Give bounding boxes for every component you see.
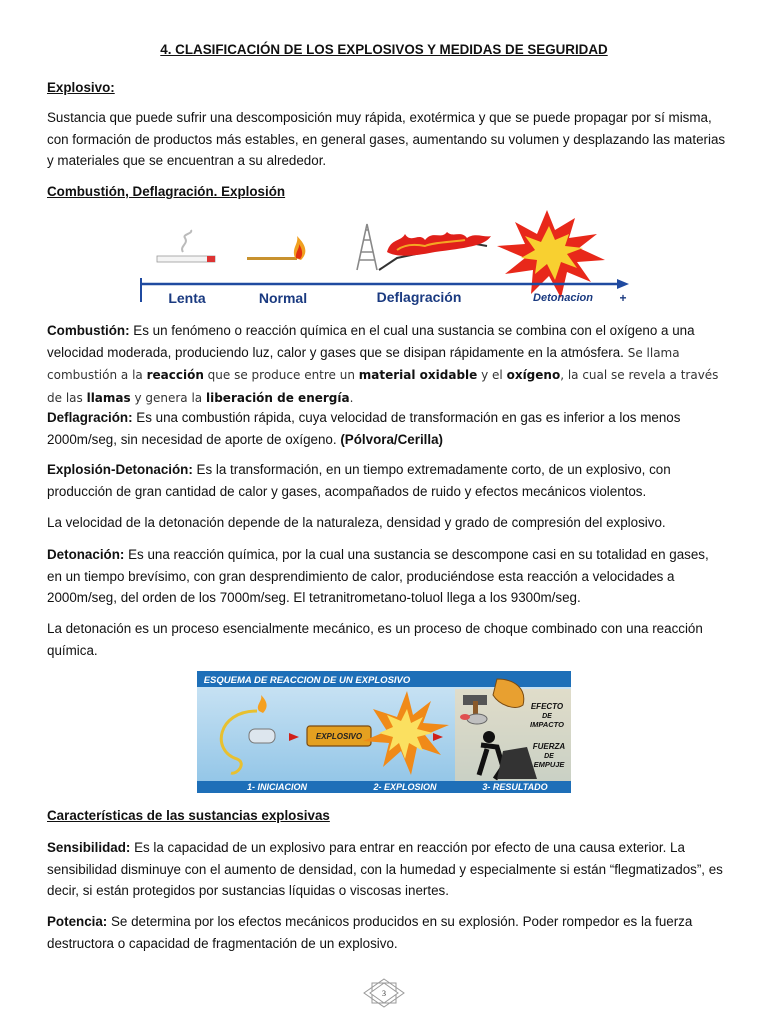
- step-iniciacion: 1- INICIACION: [246, 782, 308, 792]
- explosivo-label: EXPLOSIVO: [315, 732, 363, 741]
- scale-label-normal: Normal: [258, 290, 308, 306]
- match-icon: [247, 236, 305, 260]
- cigarette-icon: [157, 230, 215, 262]
- explosion-detonacion-term: Explosión-Detonación:: [47, 462, 193, 477]
- combustion-paragraph: [47, 320, 727, 409]
- efecto-label-2: DE: [542, 713, 552, 720]
- deflagracion-paragraph: [47, 407, 727, 450]
- velocidad-paragraph: La velocidad de la detonación depende de la naturaleza, densidad y grado de compresión del explosivo.: [47, 515, 666, 530]
- deflagracion-text: Es una combustión rápida, cuya velocidad de transformación en gas es inferior a los menos 2000m/seg, sin necesidad de aporte de oxígeno.: [47, 410, 681, 447]
- explosivo-paragraph: Sustancia que puede sufrir una descomposición muy rápida, exotérmica y que se puede propagar por sí misma, con formación de productos más estables, en general gases, aumentando su volumen y desplazando las materias y materiales que se encuentran a su alrededor.: [47, 110, 726, 168]
- page-number: 3: [382, 989, 386, 998]
- step-resultado: 3- RESULTADO: [482, 782, 548, 792]
- scale-label-deflagracion: Deflagración: [376, 289, 462, 305]
- deflagracion-term: Deflagración:: [47, 410, 133, 425]
- caracteristicas-heading-text: Características de las sustancias explosivas: [47, 808, 330, 823]
- potencia-paragraph: [47, 911, 727, 954]
- mecanico-paragraph: La detonación es un proceso esencialmente mecánico, es un proceso de choque combinado con una reacción química.: [47, 621, 703, 658]
- detonacion-term: Detonación:: [47, 547, 125, 562]
- scale-label-lenta: Lenta: [168, 290, 206, 306]
- caracteristicas-heading: [47, 805, 727, 827]
- scale-label-detonacion: Detonacion: [533, 292, 593, 304]
- arrow-head-icon: [617, 279, 629, 289]
- reaction-scheme-figure: [197, 671, 571, 793]
- potencia-term: Potencia:: [47, 914, 108, 929]
- explosive-stick-icon: [307, 726, 371, 746]
- page-title: 4. CLASIFICACIÓN DE LOS EXPLOSIVOS Y MEDIDAS DE SEGURIDAD: [160, 42, 608, 57]
- combustion-text: Es un fenómeno o reacción química en el cual una sustancia se combina con el oxígeno a una velocidad moderada, produciendo luz, calor y gases que se disipan rápidamente en la atmósfera.: [47, 323, 695, 360]
- scale-label-plus: +: [619, 291, 627, 305]
- combustion-scale-figure: [135, 208, 635, 308]
- efecto-label-3: IMPACTO: [530, 720, 564, 729]
- fuerza-label-1: FUERZA: [532, 742, 566, 751]
- combustion-term: Combustión:: [47, 323, 130, 338]
- page-number-ornament: [362, 978, 406, 1008]
- detonacion-paragraph: [47, 544, 727, 609]
- fuerza-label-3: EMPUJE: [533, 760, 565, 769]
- potencia-text: Se determina por los efectos mecánicos producidos en su explosión. Poder rompedor es la fuerza destructora o capacidad de fragmentación de un explosivo.: [47, 914, 693, 951]
- explosion-detonacion-text: Es la transformación, en un tiempo extremadamente corto, de un explosivo, con producción de gran cantidad de calor y gases, acompañados de ruido y efectos mecánicos violentos.: [47, 462, 671, 499]
- step-explosion: 2- EXPLOSION: [373, 782, 437, 792]
- combustion-definition: Se llama combustión a la reacción que se produce entre un material oxidable y el oxígeno, la cual se revela a través de las llamas y genera la liberación de energía.: [47, 345, 719, 405]
- fuerza-label-2: DE: [544, 753, 554, 760]
- scheme-title: ESQUEMA DE REACCION DE UN EXPLOSIVO: [203, 675, 411, 686]
- explosivo-heading: [47, 77, 727, 99]
- deflagration-icon: [357, 224, 491, 270]
- efecto-label-1: EFECTO: [530, 702, 564, 711]
- sensibilidad-paragraph: [47, 837, 727, 902]
- explosion-detonacion-paragraph: [47, 459, 727, 502]
- detonacion-text: Es una reacción química, por la cual una sustancia se descompone casi en su totalidad en gases, en un tiempo brevísimo, con gran desprendimiento de calor, produciéndose esta reacción a velocidades a 2000m/seg, del orden de los 7000m/seg. El tetranitrometano-toluol llega a los 9300m/seg.: [47, 547, 709, 605]
- combustion-section-heading: [47, 181, 727, 203]
- sensibilidad-term: Sensibilidad:: [47, 840, 131, 855]
- combustion-section-heading-text: Combustión, Deflagración. Explosión: [47, 184, 286, 199]
- sensibilidad-text: Es la capacidad de un explosivo para entrar en reacción por efecto de una causa exterior. La sensibilidad disminuye con el aumento de densidad, con la humedad y especialmente si están “flegmatizados”, es decir, si están protegidos por sustancias líquidas o viscosas inertes.: [47, 840, 723, 898]
- deflagracion-example: (Pólvora/Cerilla): [340, 431, 444, 447]
- explosivo-heading-text: Explosivo:: [47, 80, 115, 95]
